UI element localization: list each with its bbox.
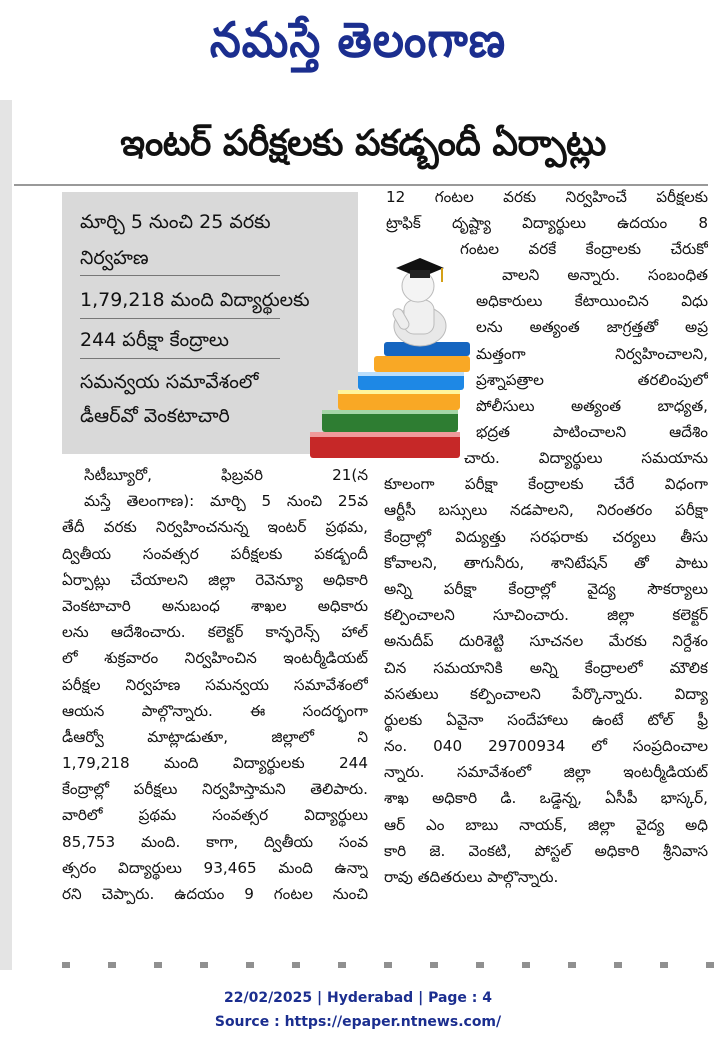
text-line: ట్రాఫిక్ దృష్ట్యా విద్యార్థులు ఉదయం 8: [386, 214, 708, 233]
text-line: ర్థులకు ఏవైనా సందేహాలు ఉంటే టోల్ ఫ్రీ: [384, 710, 708, 729]
highlight-line: సమన్వయ సమావేశంలో: [80, 371, 259, 393]
text-line: వెంకటాచారి అనుబంధ శాఖల అధికారు: [62, 596, 368, 615]
text-line: అన్ని పరీక్షా కేంద్రాల్లో వైద్య సౌకర్యాలు: [384, 579, 708, 598]
right-column-bottom: [384, 445, 708, 890]
text-line: న్నారు. సమావేశంలో జిల్లా ఇంటర్మీడియట్: [384, 763, 708, 782]
left-column: [62, 462, 368, 907]
text-line: కూలంగా పరీక్షా కేంద్రాలకు చేరే విధంగా: [384, 475, 708, 494]
text-line: కేంద్రాల్లో పరీక్షలు నిర్వహిస్తామని తెలిపారు.: [62, 780, 368, 799]
text-line: నం. 040 29700934 లో సంప్రదించాల: [384, 737, 708, 756]
text-line: కోవాలని, తాగునీరు, శానిటేషన్ తో పాటు: [384, 553, 708, 572]
right-column-top: [386, 184, 708, 263]
text-line: పరీక్షల నిర్వహణ సమన్వయ సమావేశంలో: [62, 675, 368, 694]
text-line: శాఖ అధికారి డి. ఒడ్డెన్న, ఏసీపీ భాస్కర్,: [384, 789, 708, 808]
text-line: 1,79,218 మంది విద్యార్థులకు 244: [62, 754, 368, 773]
text-line: ఆర్ ఎం బాబు నాయక్, జిల్లా వైద్య అధి: [384, 815, 708, 834]
text-line: ఆయన పాల్గొన్నారు. ఈ సందర్భంగా: [62, 701, 368, 720]
text-line: త్సరం విద్యార్థులు 93,465 మంది ఉన్నా: [62, 858, 368, 877]
text-line: పోలీసులు అత్యంత బాధ్యత,: [476, 396, 708, 415]
text-line: రని చెప్పారు. ఉదయం 9 గంటల నుంచి: [62, 885, 368, 903]
text-line: వాలని అన్నారు. సంబంధిత: [502, 266, 708, 284]
text-line: అధికారులు కేటాయించిన విధు: [476, 292, 708, 311]
graduate-on-books-icon: [300, 236, 480, 466]
highlight-divider: [80, 318, 280, 319]
right-column-wrap: [476, 262, 708, 445]
text-line: ఆర్టీసీ బస్సులు నడపాలని, నిరంతరం పరీక్షా: [384, 501, 708, 520]
article-headline: ఇంటర్ పరీక్షలకు పకడ్బందీ ఏర్పాట్లు: [120, 123, 606, 164]
masthead-title: నమస్తే తెలంగాణ: [209, 12, 507, 69]
text-line: కల్పించాలని సూచించారు. జిల్లా కలెక్టర్: [384, 606, 708, 625]
highlight-line: మార్చి 5 నుంచి 25 వరకు: [80, 211, 271, 233]
text-line: చారు. విద్యార్థులు సమయాను: [464, 449, 708, 467]
highlight-divider: [80, 275, 280, 276]
highlight-line: నిర్వహణ: [80, 247, 149, 269]
text-line: కారి జె. వెంకటి, పోస్టల్ అధికారి శ్రీనివాస: [384, 841, 708, 860]
page-edge-rule: [0, 100, 12, 970]
highlight-divider: [80, 358, 280, 359]
text-line: మస్తే తెలంగాణ): మార్చి 5 నుంచి 25వ: [84, 492, 368, 511]
text-line: వసతులు కల్పించాలని పేర్కొన్నారు. విద్యా: [384, 684, 708, 703]
text-line: రావు తదితరులు పాల్గొన్నారు.: [384, 868, 559, 886]
text-line: తేదీ వరకు నిర్వహించనున్న ఇంటర్ ప్రథమ,: [62, 518, 368, 537]
text-line: ద్వితీయ సంవత్సర పరీక్షలకు పకడ్బందీ: [62, 544, 368, 563]
highlight-line: 1,79,218 మంది విద్యార్థులకు: [80, 289, 310, 311]
text-line: డీఆర్వో మాట్లాడుతూ, జిల్లాలో ని: [62, 727, 368, 746]
masthead: [0, 6, 716, 76]
text-line: లను అత్యంత జాగ్రత్తతో అప్ర: [476, 318, 708, 337]
highlight-line: డీఆర్‌వో వెంకటాచారి: [80, 405, 230, 427]
footer-date-line: 22/02/2025 | Hyderabad | Page : 4: [223, 990, 493, 1006]
text-line: మత్తంగా నిర్వహించాలని,: [476, 344, 708, 363]
next-article-strip: [62, 962, 716, 968]
text-line: గంటల వరకే కేంద్రాలకు చేరుకో: [460, 240, 708, 259]
text-line: కేంద్రాల్లో విద్యుత్తు సరఫరాకు చర్యలు తీసు: [384, 527, 708, 546]
text-line: అనుదీప్ దురిశెట్టి సూచనల మేరకు నిర్దేశం: [384, 632, 708, 651]
highlight-line: 244 పరీక్షా కేంద్రాలు: [80, 329, 229, 351]
text-line: ప్రశ్నాపత్రాల తరలింపులో: [476, 370, 708, 389]
text-line: లో శుక్రవారం నిర్వహించిన ఇంటర్మీడియట్: [62, 649, 368, 668]
text-line: 85,753 మంది. కాగా, ద్వితీయ సంవ: [62, 832, 368, 851]
text-line: సిటీబ్యూరో, ఫిబ్రవరి 21(న: [84, 466, 368, 484]
text-line: చిన సమయానికి అన్ని కేంద్రాలలో మౌలిక: [384, 658, 708, 677]
text-line: ఏర్పాట్లు చేయాలని జిల్లా రెవెన్యూ అధికారి: [62, 570, 368, 589]
text-line: లను ఆదేశించారు. కలెక్టర్ కాన్ఫరెన్స్ హాల్: [62, 623, 368, 642]
text-line: భద్రత పాటించాలని ఆదేశిం: [476, 423, 708, 442]
text-line: వారిలో ప్రథమ సంవత్సర విద్యార్థులు: [62, 806, 368, 825]
footer-source-line: Source : https://epaper.ntnews.com/: [214, 1014, 502, 1030]
text-line: 12 గంటల వరకు నిర్వహించే పరీక్షలకు: [386, 188, 708, 206]
